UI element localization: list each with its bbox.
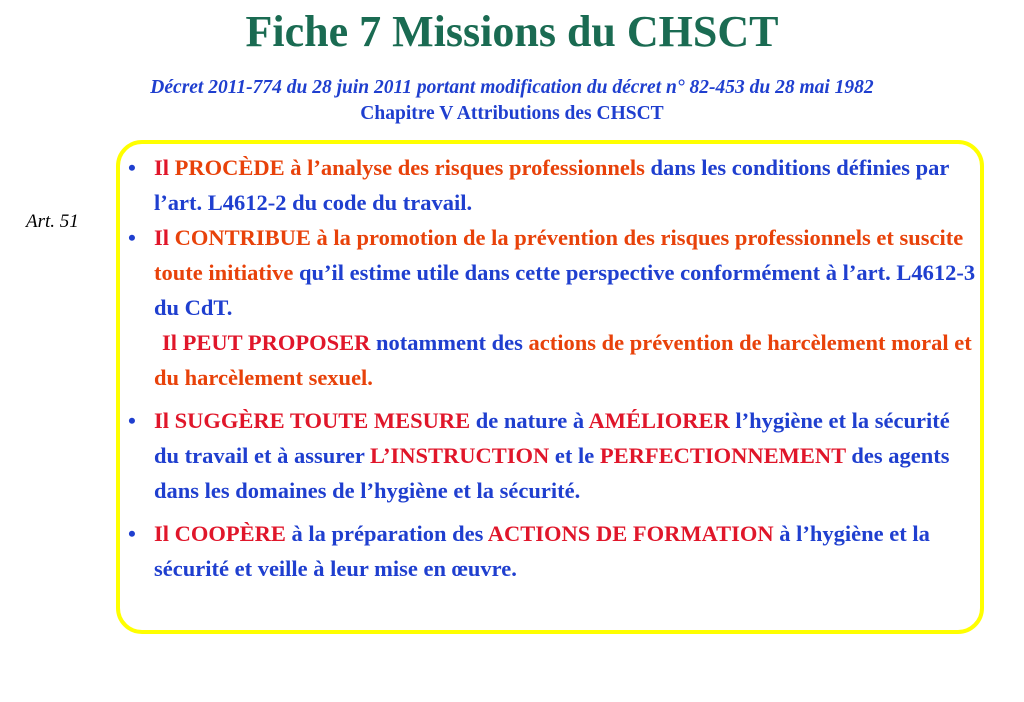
- mission-keyword: ACTIONS DE FORMATION: [487, 521, 774, 546]
- mission-text: Il: [162, 330, 183, 355]
- mission-text: qu’il estime utile dans cette perspective conformément à l’art. L4612-3 du CdT.: [154, 260, 976, 320]
- mission-item-mesure: [128, 403, 978, 508]
- mission-keyword: COOPÈRE: [174, 521, 286, 546]
- mission-keyword: AMÉLIORER: [588, 408, 730, 433]
- mission-item-analyse: [128, 150, 978, 220]
- mission-keyword: L’INSTRUCTION: [370, 443, 550, 468]
- mission-item-formation: [128, 516, 978, 586]
- article-label: Art. 51: [26, 211, 79, 232]
- mission-text: Il: [154, 521, 175, 546]
- mission-text: à la préparation des: [285, 521, 488, 546]
- decree-subtitle: Décret 2011-774 du 28 juin 2011 portant modification du décret n° 82-453 du 28 mai 1982: [150, 77, 874, 98]
- mission-keyword: PERFECTIONNEMENT: [599, 443, 846, 468]
- mission-keyword: CONTRIBUE à la promotion de la prévention des risques professionnels et suscite toute initiative: [154, 225, 964, 285]
- bullet-icon: •: [128, 155, 136, 180]
- mission-keyword: SUGGÈRE TOUTE MESURE: [174, 408, 471, 433]
- mission-text: Il: [154, 155, 175, 180]
- mission-keyword: PEUT PROPOSER: [182, 330, 371, 355]
- page-title: Fiche 7 Missions du CHSCT: [245, 7, 779, 56]
- bullet-icon: •: [128, 225, 136, 250]
- mission-text: et le: [549, 443, 600, 468]
- mission-text: Il: [154, 225, 175, 250]
- mission-keyword: actions de prévention de harcèlement moral et du harcèlement sexuel.: [154, 330, 972, 390]
- missions-list: [128, 150, 978, 586]
- mission-text: à l’hygiène et la sécurité et veille à leur mise en œuvre.: [154, 521, 930, 581]
- mission-text: des agents dans les domaines de l’hygiène et la sécurité.: [154, 443, 950, 503]
- mission-text: de nature à: [470, 408, 589, 433]
- mission-text: Il: [154, 408, 175, 433]
- bullet-icon: •: [128, 521, 136, 546]
- mission-text: notamment des: [370, 330, 529, 355]
- mission-text: l’hygiène et la sécurité du travail et à assurer: [154, 408, 950, 468]
- mission-text: dans les conditions définies par l’art. L4612-2 du code du travail.: [154, 155, 949, 215]
- chapter-heading: Chapitre V Attributions des CHSCT: [360, 103, 664, 124]
- bullet-icon: •: [128, 408, 136, 433]
- mission-item-prevention: [128, 220, 978, 395]
- mission-keyword: PROCÈDE à l’analyse des risques professionnels: [174, 155, 645, 180]
